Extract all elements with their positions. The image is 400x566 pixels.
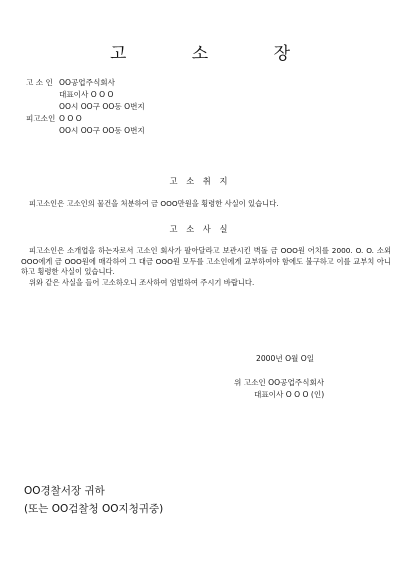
recipient-line-1: OO경찰서장 귀하 (24, 485, 105, 497)
complainant-representative: 대표이사 O O O (59, 90, 114, 99)
facts-heading: 고 소 사 실 (169, 224, 231, 234)
facts-paragraph-2: 위와 같은 사실을 들어 고소하오니 조사하여 엄벌하여 주시기 바랍니다. (29, 277, 255, 287)
signature-line-1: 위 고소인 OO공업주식회사 (234, 378, 325, 387)
complainant-address: OO시 OO구 OO동 O번지 (59, 102, 145, 111)
signature-line-2: 대표이사 O O O (인) (254, 390, 325, 399)
facts-paragraph-1: 피고소인은 소개업을 하는자로서 고소인 회사가 팔아달라고 보관시킨 벽돌 금 OOO원 어치를 2000. O. O. 소외 OOO에게 금 OOO원에 매각하여 그 대금 OOO원 모두를 고소인에게 교부하여야 함에도 불구하고 이를 교부치 아니하고 횡령한 사실이 있습니다. (21, 246, 391, 276)
complainant-company: OO공업주식회사 (59, 78, 115, 87)
defendant-label: 피고소인 (26, 114, 56, 123)
complainant-label: 고 소 인 (26, 78, 53, 87)
signature-date: 2000년 O월 O일 (256, 354, 315, 363)
recipient-line-2: (또는 OO검찰청 OO지청귀중) (24, 503, 164, 515)
document-title: 고 소 장 (109, 44, 321, 64)
defendant-name: O O O (59, 114, 82, 123)
facts-body (21, 246, 391, 288)
purpose-heading: 고 소 취 지 (169, 176, 231, 186)
defendant-address: OO시 OO구 OO동 O번지 (59, 126, 145, 135)
purpose-text: 피고소인은 고소인의 물건을 처분하여 금 OOO만원을 횡령한 사실이 있습니다. (29, 199, 279, 208)
